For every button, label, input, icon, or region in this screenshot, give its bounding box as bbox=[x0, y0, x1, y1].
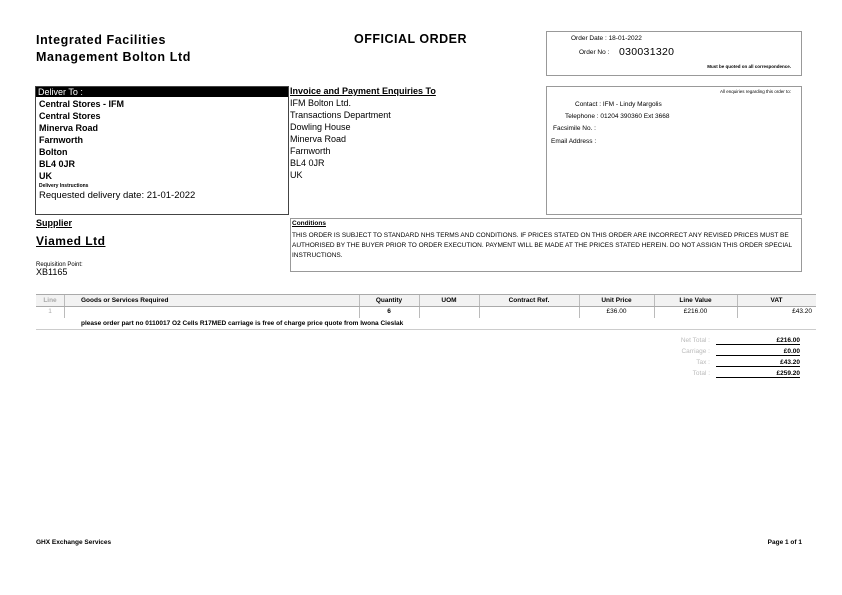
invoice-enquiries-block bbox=[290, 86, 545, 213]
conditions-label: Conditions bbox=[292, 220, 326, 227]
column-header-goods: Goods or Services Required bbox=[81, 297, 169, 304]
carriage-value: £0.00 bbox=[716, 348, 800, 356]
total-label: Total : bbox=[692, 370, 710, 377]
quote-note: Must be quoted on all correspondence. bbox=[707, 64, 791, 69]
deliver-address-line: UK bbox=[39, 171, 52, 181]
document-title: OFFICIAL ORDER bbox=[354, 32, 468, 46]
table-header bbox=[36, 294, 816, 307]
column-header-contract-ref: Contract Ref. bbox=[508, 297, 550, 304]
column-header-line-value: Line Value bbox=[679, 297, 712, 304]
order-number: 030031320 bbox=[619, 46, 675, 58]
invoice-address-line: Farnworth bbox=[290, 146, 331, 156]
deliver-address bbox=[36, 97, 288, 182]
invoice-address bbox=[290, 97, 545, 181]
deliver-address-line: Bolton bbox=[39, 147, 68, 157]
table-row bbox=[36, 307, 816, 330]
deliver-address-line: Central Stores bbox=[39, 111, 101, 121]
requisition-point-label: Requisition Point: bbox=[36, 262, 83, 268]
email-address: Email Address : bbox=[551, 138, 597, 145]
invoice-address-line: IFM Bolton Ltd. bbox=[290, 98, 352, 108]
cell-line: 1 bbox=[48, 308, 52, 315]
total-value: £259.20 bbox=[716, 370, 800, 378]
page-number: Page 1 of 1 bbox=[767, 539, 802, 546]
cell-vat: £43.20 bbox=[792, 308, 812, 315]
column-header-line: Line bbox=[43, 297, 57, 304]
order-info-box bbox=[546, 31, 802, 76]
requisition-point bbox=[36, 262, 83, 277]
tax-label: Tax : bbox=[696, 359, 710, 366]
company-name-line-1: Integrated Facilities bbox=[36, 33, 166, 47]
invoice-address-line: Transactions Department bbox=[290, 110, 391, 120]
facsimile: Facsimile No. : bbox=[553, 125, 596, 132]
tax-value: £43.20 bbox=[716, 359, 800, 367]
cell-line-value: £216.00 bbox=[683, 308, 708, 315]
telephone: Telephone : 01204 390360 Ext 3668 bbox=[565, 113, 670, 120]
cell-description: please order part no 0110017 O2 Cells R17MED carriage is free of charge price quote from Iwona Cieslak bbox=[81, 320, 404, 327]
company-name bbox=[36, 32, 191, 66]
deliver-address-line: Farnworth bbox=[39, 135, 83, 145]
column-header-unit-price: Unit Price bbox=[601, 297, 632, 304]
column-header-uom: UOM bbox=[441, 297, 457, 304]
supplier-name: Viamed Ltd bbox=[36, 234, 106, 248]
net-total-value: £216.00 bbox=[716, 337, 800, 345]
invoice-address-line: BL4 0JR bbox=[290, 158, 325, 168]
company-name-line-2: Management Bolton Ltd bbox=[36, 50, 191, 64]
invoice-header: Invoice and Payment Enquiries To bbox=[290, 86, 436, 96]
delivery-instructions-label: Delivery Instructions bbox=[39, 183, 89, 189]
contact: Contact : IFM - Lindy Margolis bbox=[575, 101, 662, 108]
conditions-text: THIS ORDER IS SUBJECT TO STANDARD NHS TERMS AND CONDITIONS. IF PRICES STATED ON THIS ORDER ARE INCORRECT ANY REVISED PRICES MUST BE AUTHORISED BY THE BUYER PRIOR TO ORDER EXECUTION. PAYMENT WILL BE MADE AT THE PRICES STATED HEREIN. DO NOT ASSIGN THIS ORDER SPECIAL INSTRUCTIONS. bbox=[292, 232, 792, 259]
column-header-vat: VAT bbox=[770, 297, 783, 304]
invoice-address-line: UK bbox=[290, 170, 303, 180]
deliver-to-header: Deliver To : bbox=[36, 87, 288, 97]
invoice-address-line: Minerva Road bbox=[290, 134, 347, 144]
requested-delivery-date: Requested delivery date: 21-01-2022 bbox=[39, 190, 196, 201]
invoice-address-line: Dowling House bbox=[290, 122, 351, 132]
order-number-label: Order No : bbox=[579, 49, 610, 56]
deliver-address-line: Minerva Road bbox=[39, 123, 99, 133]
deliver-to-box bbox=[35, 86, 289, 215]
cell-unit-price: £36.00 bbox=[606, 308, 627, 315]
requisition-point-value: XB1165 bbox=[36, 267, 68, 277]
deliver-address-line: Central Stores - IFM bbox=[39, 99, 125, 109]
conditions-box bbox=[290, 218, 802, 272]
supplier-label: Supplier bbox=[36, 218, 73, 228]
order-date: Order Date : 18-01-2022 bbox=[571, 35, 642, 42]
footer-exchange-services: GHX Exchange Services bbox=[36, 539, 112, 546]
order-lines-table bbox=[36, 294, 816, 330]
carriage-label: Carriage : bbox=[681, 348, 710, 355]
deliver-address-line: BL4 0JR bbox=[39, 159, 76, 169]
enquiries-header: All enquiries regarding this order to: bbox=[719, 89, 791, 94]
column-header-quantity: Quantity bbox=[375, 297, 403, 304]
cell-quantity: 6 bbox=[387, 308, 391, 315]
net-total-label: Net Total : bbox=[680, 337, 710, 344]
supplier-block bbox=[36, 218, 106, 248]
order-enquiries-box bbox=[546, 86, 802, 215]
